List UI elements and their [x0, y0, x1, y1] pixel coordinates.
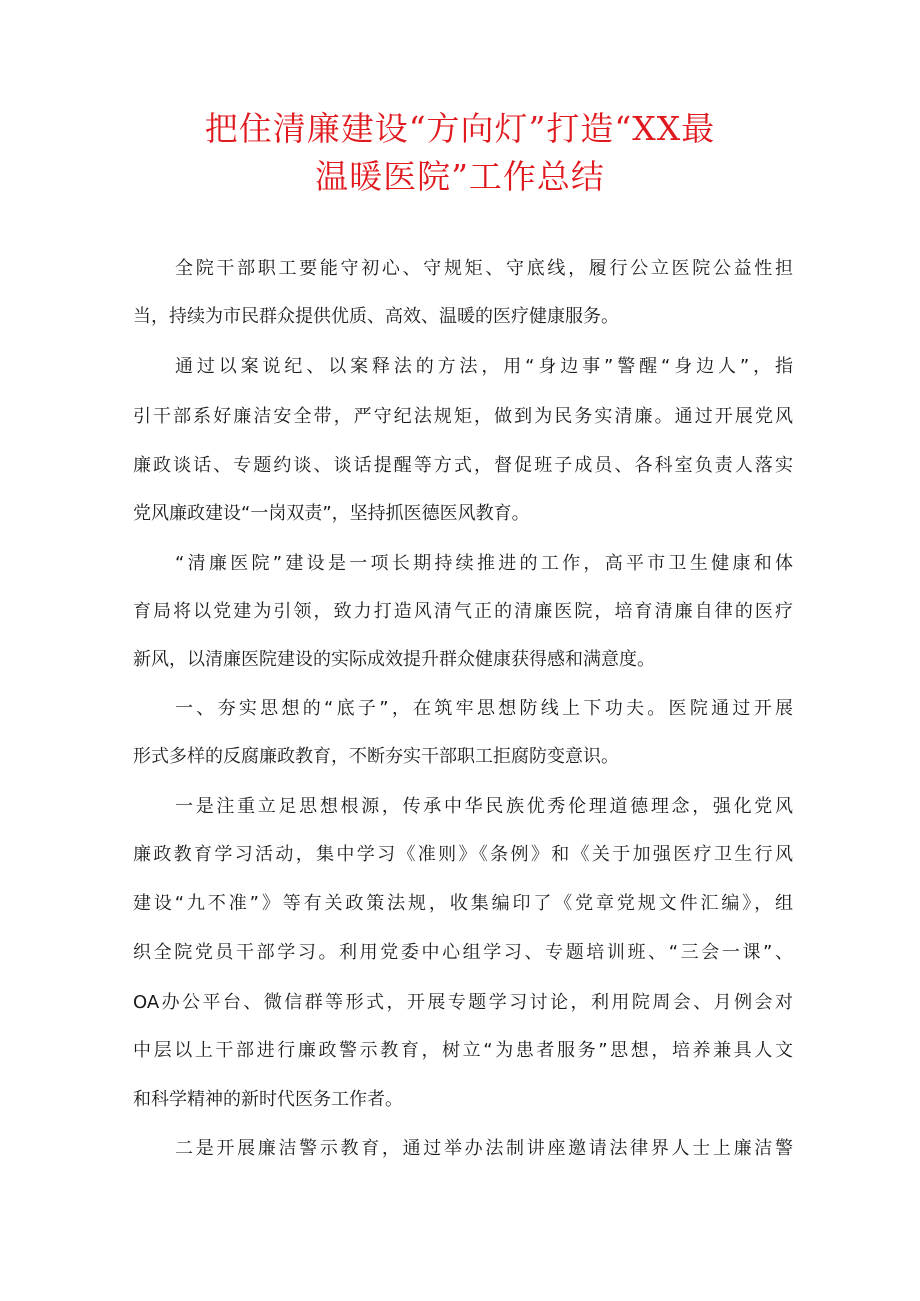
body-line: 廉政谈话、专题约谈、谈话提醒等方式，督促班子成员、各科室负责人落实 — [133, 455, 793, 476]
body-line: 一是注重立足思想根源，传承中华民族优秀伦理道德理念，强化党风 — [175, 796, 793, 817]
body-line: 当，持续为市民群众提供优质、高效、温暖的医疗健康服务。 — [133, 306, 619, 327]
body-line: 和科学精神的新时代医务工作者。 — [133, 1089, 403, 1110]
body-line: “清廉医院”建设是一项长期持续推进的工作，高平市卫生健康和体 — [175, 553, 793, 574]
body-line: OA办公平台、微信群等形式，开展专题学习讨论，利用院周会、月例会对 — [133, 992, 793, 1013]
document-title-line-2: 温暖医院”工作总结 — [315, 157, 605, 196]
body-line: 通过以案说纪、以案释法的方法，用“身边事”警醒“身边人”，指 — [175, 356, 793, 377]
body-line: 一、夯实思想的“底子”，在筑牢思想防线上下功夫。医院通过开展 — [175, 698, 793, 719]
body-line: 新风，以清廉医院建设的实际成效提升群众健康获得感和满意度。 — [133, 649, 655, 670]
body-line: 引干部系好廉洁安全带，严守纪法规矩，做到为民务实清廉。通过开展党风 — [133, 406, 793, 427]
body-line: 二是开展廉洁警示教育，通过举办法制讲座邀请法律界人士上廉洁警 — [175, 1138, 793, 1159]
body-line: 建设“九不准”》等有关政策法规，收集编印了《党章党规文件汇编》，组 — [133, 893, 793, 914]
body-line: 中层以上干部进行廉政警示教育，树立“为患者服务”思想，培养兼具人文 — [133, 1040, 793, 1061]
document-title-line-1: 把住清廉建设“方向灯”打造“XX最 — [204, 109, 716, 148]
body-line: 育局将以党建为引领，致力打造风清气正的清廉医院，培育清廉自律的医疗 — [133, 601, 793, 622]
body-line: 党风廉政建设“一岗双责”，坚持抓医德医风教育。 — [133, 503, 530, 524]
body-line: 形式多样的反腐廉政教育，不断夯实干部职工拒腐防变意识。 — [133, 746, 619, 767]
body-line: 廉政教育学习活动，集中学习《准则》《条例》和《关于加强医疗卫生行风 — [133, 844, 793, 865]
body-line: 全院干部职工要能守初心、守规矩、守底线，履行公立医院公益性担 — [175, 258, 793, 279]
body-line: 织全院党员干部学习。利用党委中心组学习、专题培训班、“三会一课”、 — [133, 942, 793, 963]
